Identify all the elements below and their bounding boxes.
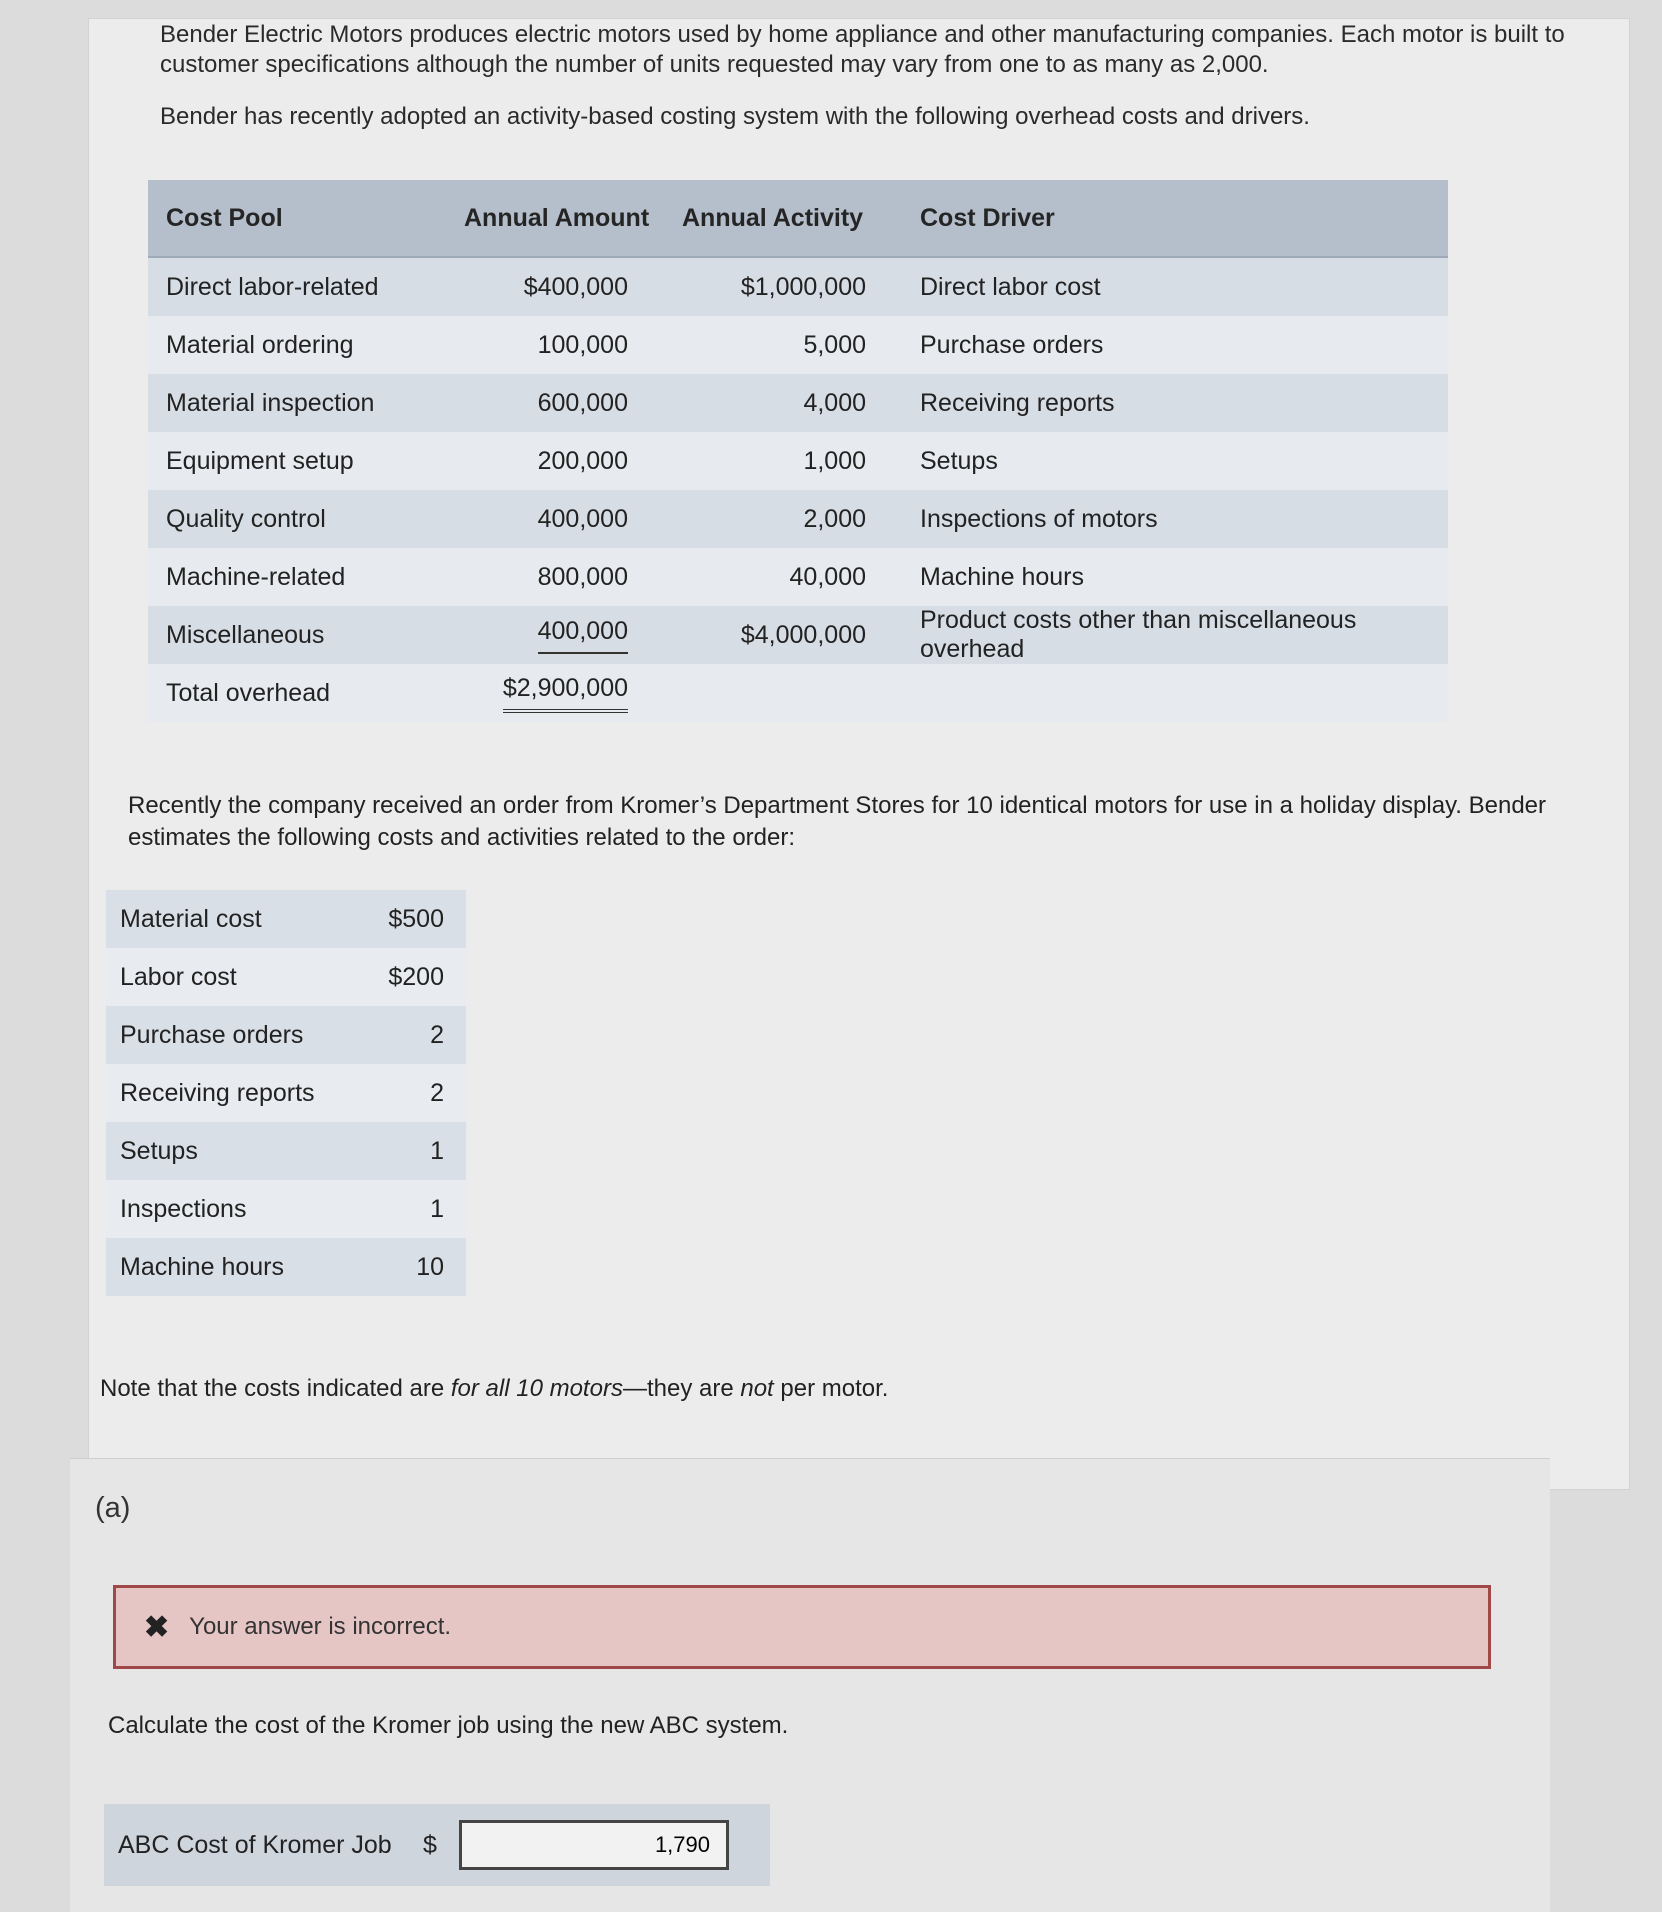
abc-cost-input[interactable] bbox=[459, 1820, 729, 1870]
table-row bbox=[148, 257, 1448, 316]
question-text: Calculate the cost of the Kromer job using the new ABC system. bbox=[108, 1712, 789, 1739]
total-double-underlined: $2,900,000 bbox=[503, 674, 628, 713]
incorrect-answer-alert bbox=[113, 1585, 1491, 1669]
cell-pool: Machine-related bbox=[148, 548, 446, 606]
header-annual-amount: Annual Amount bbox=[446, 180, 664, 257]
cell-driver: Purchase orders bbox=[902, 316, 1448, 374]
cell-total-amount bbox=[446, 664, 664, 722]
order-label: Material cost bbox=[106, 890, 360, 948]
table-row bbox=[106, 890, 466, 948]
header-cost-driver: Cost Driver bbox=[902, 180, 1448, 257]
cell-amount: 400,000 bbox=[446, 490, 664, 548]
cell-pool: Miscellaneous bbox=[148, 606, 446, 664]
table-total-row bbox=[148, 664, 1448, 722]
note-mid: —they are bbox=[622, 1375, 741, 1402]
abc-cost-pool-table bbox=[148, 180, 1448, 722]
cell-amount: 800,000 bbox=[446, 548, 664, 606]
order-value: 2 bbox=[360, 1006, 466, 1064]
header-cost-pool: Cost Pool bbox=[148, 180, 446, 257]
cell-pool: Equipment setup bbox=[148, 432, 446, 490]
cell-activity: 2,000 bbox=[664, 490, 902, 548]
cost-note bbox=[100, 1375, 888, 1403]
table-row bbox=[148, 432, 1448, 490]
answer-row bbox=[104, 1804, 770, 1886]
cell-activity: $4,000,000 bbox=[664, 606, 902, 664]
kromer-order-table bbox=[106, 890, 466, 1296]
cell-amount bbox=[446, 606, 664, 664]
order-value: 2 bbox=[360, 1064, 466, 1122]
table-row bbox=[148, 374, 1448, 432]
note-emphasis-1: for all 10 motors bbox=[450, 1375, 623, 1402]
order-label: Receiving reports bbox=[106, 1064, 360, 1122]
problem-intro bbox=[160, 20, 1600, 154]
cell-driver: Receiving reports bbox=[902, 374, 1448, 432]
table-row bbox=[106, 1006, 466, 1064]
order-label: Purchase orders bbox=[106, 1006, 360, 1064]
cell-pool: Quality control bbox=[148, 490, 446, 548]
cell-driver: Direct labor cost bbox=[902, 257, 1448, 316]
table-row bbox=[148, 548, 1448, 606]
amount-underlined: 400,000 bbox=[538, 617, 628, 654]
cell-empty bbox=[902, 664, 1448, 722]
close-icon: ✖ bbox=[144, 1610, 170, 1644]
cell-pool: Material inspection bbox=[148, 374, 446, 432]
cell-total-label: Total overhead bbox=[148, 664, 446, 722]
order-value: 10 bbox=[360, 1238, 466, 1296]
order-value: 1 bbox=[360, 1180, 466, 1238]
note-prefix: Note that the costs indicated are bbox=[100, 1375, 451, 1402]
cell-activity: 40,000 bbox=[664, 548, 902, 606]
cell-driver: Inspections of motors bbox=[902, 490, 1448, 548]
cell-activity: $1,000,000 bbox=[664, 257, 902, 316]
note-emphasis-2: not bbox=[740, 1375, 774, 1402]
table-header-row bbox=[148, 180, 1448, 257]
order-value: $200 bbox=[360, 948, 466, 1006]
cell-activity: 5,000 bbox=[664, 316, 902, 374]
header-annual-activity: Annual Activity bbox=[664, 180, 902, 257]
order-value: 1 bbox=[360, 1122, 466, 1180]
cell-amount: $400,000 bbox=[446, 257, 664, 316]
part-a-label: (a) bbox=[95, 1492, 131, 1524]
table-row bbox=[148, 606, 1448, 664]
cell-amount: 200,000 bbox=[446, 432, 664, 490]
cell-empty bbox=[664, 664, 902, 722]
cell-driver: Setups bbox=[902, 432, 1448, 490]
cell-activity: 4,000 bbox=[664, 374, 902, 432]
order-description: Recently the company received an order from Kromer’s Department Stores for 10 identical motors for use in a holiday display. Bender estimates the following costs and activities related to the order: bbox=[128, 792, 1547, 851]
cell-amount: 600,000 bbox=[446, 374, 664, 432]
table-row bbox=[106, 1064, 466, 1122]
answer-label: ABC Cost of Kromer Job bbox=[118, 1830, 392, 1859]
order-label: Labor cost bbox=[106, 948, 360, 1006]
cell-driver: Product costs other than miscellaneous overhead bbox=[902, 606, 1448, 664]
note-suffix: per motor. bbox=[773, 1375, 889, 1402]
table-row bbox=[148, 490, 1448, 548]
alert-message: Your answer is incorrect. bbox=[189, 1613, 452, 1640]
order-label: Machine hours bbox=[106, 1238, 360, 1296]
currency-symbol: $ bbox=[423, 1830, 437, 1859]
cell-activity: 1,000 bbox=[664, 432, 902, 490]
table-row bbox=[148, 316, 1448, 374]
intro-paragraph-2: Bender has recently adopted an activity-based costing system with the following overhead costs and drivers. bbox=[160, 103, 1310, 130]
cell-amount: 100,000 bbox=[446, 316, 664, 374]
table-row bbox=[106, 1180, 466, 1238]
cell-pool: Direct labor-related bbox=[148, 257, 446, 316]
order-label: Inspections bbox=[106, 1180, 360, 1238]
cell-pool: Material ordering bbox=[148, 316, 446, 374]
cell-driver: Machine hours bbox=[902, 548, 1448, 606]
intro-paragraph-1: Bender Electric Motors produces electric motors used by home appliance and other manufacturing companies. Each motor is built to customer specifications although the number of units requested may vary from one to as many as 2,000. bbox=[160, 21, 1565, 78]
table-row bbox=[106, 1238, 466, 1296]
order-value: $500 bbox=[360, 890, 466, 948]
table-row bbox=[106, 948, 466, 1006]
table-row bbox=[106, 1122, 466, 1180]
order-label: Setups bbox=[106, 1122, 360, 1180]
